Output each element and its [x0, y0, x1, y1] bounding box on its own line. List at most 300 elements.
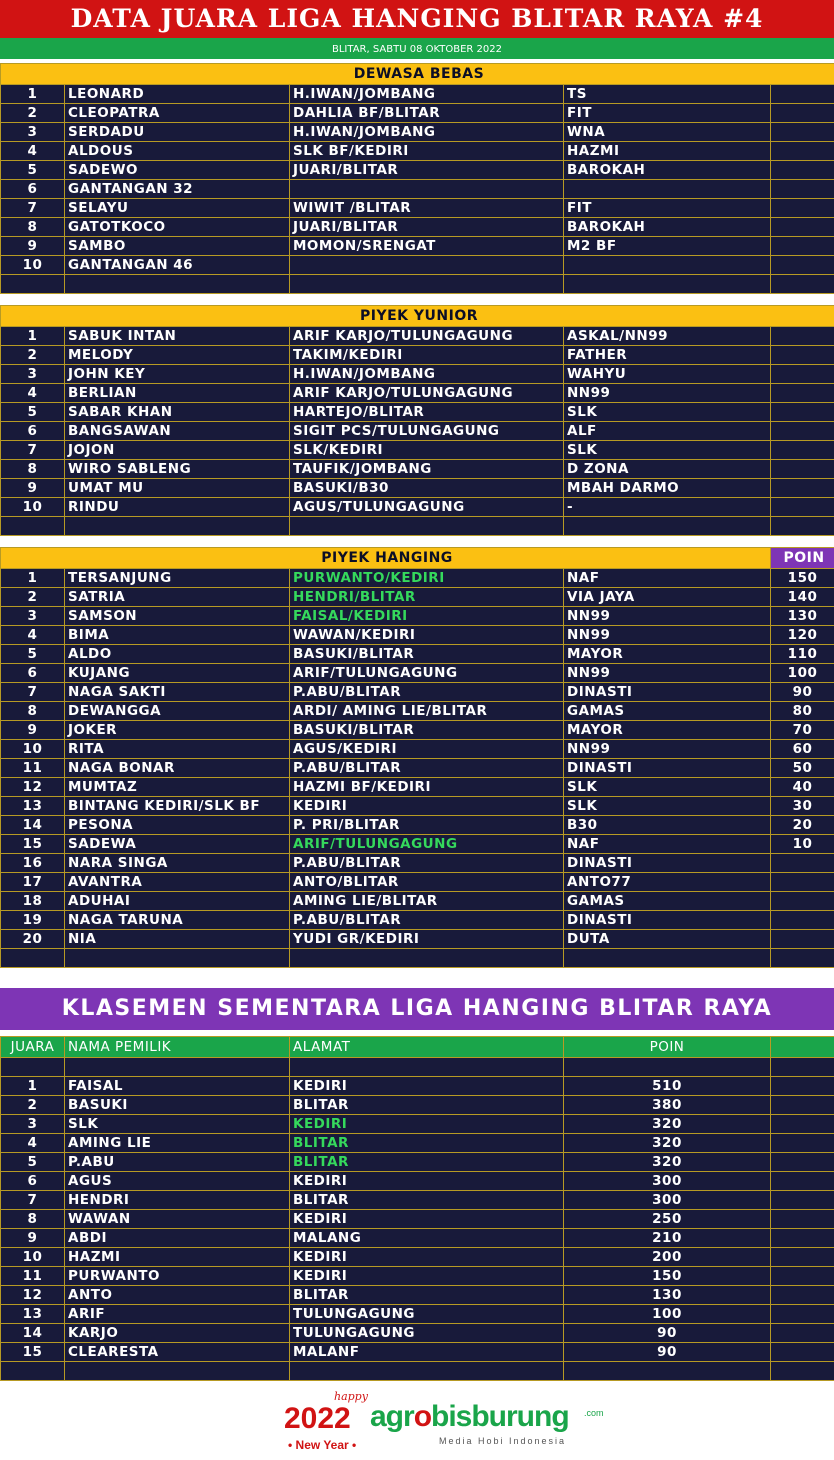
bird-name-cell: JOKER — [65, 721, 290, 740]
logo-tagline: Media Hobi Indonesia — [439, 1436, 567, 1446]
team-cell: NN99 — [564, 740, 771, 759]
team-cell: ANTO77 — [564, 873, 771, 892]
rank-cell: 20 — [1, 930, 65, 949]
table-row — [1, 816, 834, 835]
address-cell: BLITAR — [290, 1286, 564, 1305]
poin-cell: 150 — [564, 1267, 771, 1286]
owner-name-cell: KARJO — [65, 1324, 290, 1343]
bird-name-cell: RINDU — [65, 498, 290, 517]
team-cell: GAMAS — [564, 702, 771, 721]
logo-brand — [370, 1400, 569, 1434]
table-row — [1, 1077, 834, 1096]
bird-name-cell: KUJANG — [65, 664, 290, 683]
bird-name-cell: SERDADU — [65, 123, 290, 142]
poin-cell — [771, 873, 834, 892]
team-cell: NN99 — [564, 384, 771, 403]
empty-cell — [771, 142, 834, 161]
empty-cell — [771, 1191, 834, 1210]
empty-cell — [771, 346, 834, 365]
piyek-hanging-table — [0, 547, 834, 968]
empty-cell — [65, 1362, 290, 1381]
empty-cell — [290, 1058, 564, 1077]
empty-cell — [1, 517, 65, 536]
poin-cell: 100 — [564, 1305, 771, 1324]
bird-name-cell: GANTANGAN 46 — [65, 256, 290, 275]
owner-cell: BASUKI/B30 — [290, 479, 564, 498]
empty-cell — [771, 1229, 834, 1248]
poin-cell: 300 — [564, 1172, 771, 1191]
rank-cell: 11 — [1, 759, 65, 778]
rank-cell: 19 — [1, 911, 65, 930]
rank-cell: 10 — [1, 498, 65, 517]
rank-cell: 10 — [1, 256, 65, 275]
empty-cell — [771, 1210, 834, 1229]
poin-cell: 10 — [771, 835, 834, 854]
rank-cell: 6 — [1, 664, 65, 683]
poin-cell: 40 — [771, 778, 834, 797]
bird-name-cell: ALDO — [65, 645, 290, 664]
owner-cell — [290, 256, 564, 275]
empty-cell — [564, 949, 771, 968]
table-row — [1, 1210, 834, 1229]
address-cell: KEDIRI — [290, 1115, 564, 1134]
rank-cell: 1 — [1, 85, 65, 104]
team-cell: WNA — [564, 123, 771, 142]
rank-cell: 12 — [1, 778, 65, 797]
owner-name-cell: ARIF — [65, 1305, 290, 1324]
bird-name-cell: BINTANG KEDIRI/SLK BF — [65, 797, 290, 816]
empty-cell — [771, 498, 834, 517]
address-cell: KEDIRI — [290, 1077, 564, 1096]
empty-cell — [771, 256, 834, 275]
table-row — [1, 123, 834, 142]
team-cell: - — [564, 498, 771, 517]
owner-cell: FAISAL/KEDIRI — [290, 607, 564, 626]
rank-cell: 2 — [1, 346, 65, 365]
address-cell: BLITAR — [290, 1191, 564, 1210]
rank-cell: 6 — [1, 1172, 65, 1191]
poin-cell: 320 — [564, 1153, 771, 1172]
bird-name-cell: SADEWO — [65, 161, 290, 180]
poin-cell: 510 — [564, 1077, 771, 1096]
poin-header: POIN — [771, 548, 834, 569]
address-cell: MALANF — [290, 1343, 564, 1362]
empty-cell — [771, 1324, 834, 1343]
poin-cell: 130 — [771, 607, 834, 626]
owner-cell: ARIF KARJO/TULUNGAGUNG — [290, 384, 564, 403]
rank-cell: 1 — [1, 569, 65, 588]
logo-brand-o: o — [413, 1400, 432, 1433]
table-row — [1, 607, 834, 626]
table-row — [1, 569, 834, 588]
rank-cell: 2 — [1, 1096, 65, 1115]
empty-cell — [771, 1248, 834, 1267]
empty-cell — [771, 517, 834, 536]
bird-name-cell: DEWANGGA — [65, 702, 290, 721]
table-row — [1, 1096, 834, 1115]
empty-cell — [771, 161, 834, 180]
table-row — [1, 626, 834, 645]
klasemen-header-row — [1, 1037, 834, 1058]
poin-cell: 80 — [771, 702, 834, 721]
team-cell: MBAH DARMO — [564, 479, 771, 498]
rank-cell: 2 — [1, 104, 65, 123]
rank-cell: 14 — [1, 816, 65, 835]
owner-cell: ARIF KARJO/TULUNGAGUNG — [290, 327, 564, 346]
klasemen-table — [0, 1036, 834, 1381]
rank-cell: 5 — [1, 1153, 65, 1172]
team-cell: DINASTI — [564, 759, 771, 778]
owner-cell: JUARI/BLITAR — [290, 161, 564, 180]
bird-name-cell: GANTANGAN 32 — [65, 180, 290, 199]
section-title: PIYEK HANGING — [1, 548, 771, 569]
owner-cell: H.IWAN/JOMBANG — [290, 85, 564, 104]
rank-cell: 7 — [1, 1191, 65, 1210]
rank-cell: 5 — [1, 403, 65, 422]
poin-cell — [771, 854, 834, 873]
bird-name-cell: TERSANJUNG — [65, 569, 290, 588]
table-row — [1, 85, 834, 104]
empty-cell — [564, 1058, 771, 1077]
table-row — [1, 1248, 834, 1267]
table-row — [1, 498, 834, 517]
dewasa-bebas-table — [0, 63, 834, 294]
empty-cell — [771, 1096, 834, 1115]
rank-cell: 14 — [1, 1324, 65, 1343]
owner-cell: YUDI GR/KEDIRI — [290, 930, 564, 949]
address-cell: BLITAR — [290, 1096, 564, 1115]
poin-cell: 20 — [771, 816, 834, 835]
owner-name-cell: P.ABU — [65, 1153, 290, 1172]
bird-name-cell: GATOTKOCO — [65, 218, 290, 237]
poin-cell: 210 — [564, 1229, 771, 1248]
empty-cell — [771, 460, 834, 479]
rank-cell: 18 — [1, 892, 65, 911]
empty-cell — [771, 180, 834, 199]
team-cell: NAF — [564, 569, 771, 588]
poin-cell: 130 — [564, 1286, 771, 1305]
bird-name-cell: SELAYU — [65, 199, 290, 218]
owner-cell: SLK/KEDIRI — [290, 441, 564, 460]
team-cell: D ZONA — [564, 460, 771, 479]
bird-name-cell: NAGA BONAR — [65, 759, 290, 778]
empty-cell — [771, 123, 834, 142]
table-row — [1, 346, 834, 365]
bird-name-cell: NAGA TARUNA — [65, 911, 290, 930]
owner-name-cell: FAISAL — [65, 1077, 290, 1096]
section-header-hanging — [1, 548, 834, 569]
table-row — [1, 142, 834, 161]
empty-cell — [771, 1267, 834, 1286]
owner-cell: ANTO/BLITAR — [290, 873, 564, 892]
poin-cell: 250 — [564, 1210, 771, 1229]
table-row — [1, 1286, 834, 1305]
section-header-yunior — [1, 306, 834, 327]
bird-name-cell: MELODY — [65, 346, 290, 365]
header-alamat: ALAMAT — [290, 1037, 564, 1058]
poin-cell: 200 — [564, 1248, 771, 1267]
poin-cell: 320 — [564, 1134, 771, 1153]
rank-cell: 8 — [1, 1210, 65, 1229]
bird-name-cell: ALDOUS — [65, 142, 290, 161]
bird-name-cell: LEONARD — [65, 85, 290, 104]
section-header-dewasa — [1, 64, 834, 85]
bird-name-cell: NIA — [65, 930, 290, 949]
owner-cell: H.IWAN/JOMBANG — [290, 123, 564, 142]
table-row — [1, 1305, 834, 1324]
table-row — [1, 873, 834, 892]
address-cell: KEDIRI — [290, 1210, 564, 1229]
table-row — [1, 797, 834, 816]
team-cell: DUTA — [564, 930, 771, 949]
empty-cell — [771, 422, 834, 441]
poin-cell: 150 — [771, 569, 834, 588]
bird-name-cell: AVANTRA — [65, 873, 290, 892]
agrobisburung-logo — [284, 1388, 614, 1456]
empty-row — [1, 1362, 834, 1381]
table-row — [1, 1172, 834, 1191]
table-row — [1, 441, 834, 460]
empty-cell — [771, 949, 834, 968]
empty-cell — [65, 949, 290, 968]
empty-cell — [65, 517, 290, 536]
empty-row — [1, 1058, 834, 1077]
rank-cell: 3 — [1, 1115, 65, 1134]
bird-name-cell: SATRIA — [65, 588, 290, 607]
owner-cell: AMING LIE/BLITAR — [290, 892, 564, 911]
team-cell: ASKAL/NN99 — [564, 327, 771, 346]
bird-name-cell: NARA SINGA — [65, 854, 290, 873]
poin-cell — [771, 892, 834, 911]
owner-cell — [290, 180, 564, 199]
poin-cell: 100 — [771, 664, 834, 683]
empty-cell — [771, 365, 834, 384]
empty-cell — [771, 327, 834, 346]
empty-cell — [771, 85, 834, 104]
owner-cell: JUARI/BLITAR — [290, 218, 564, 237]
team-cell: M2 BF — [564, 237, 771, 256]
owner-name-cell: HAZMI — [65, 1248, 290, 1267]
rank-cell: 9 — [1, 237, 65, 256]
rank-cell: 12 — [1, 1286, 65, 1305]
empty-cell — [771, 1115, 834, 1134]
team-cell: SLK — [564, 778, 771, 797]
owner-name-cell: CLEARESTA — [65, 1343, 290, 1362]
rank-cell: 8 — [1, 702, 65, 721]
bird-name-cell: SAMSON — [65, 607, 290, 626]
rank-cell: 9 — [1, 1229, 65, 1248]
empty-cell — [771, 1077, 834, 1096]
poin-cell: 380 — [564, 1096, 771, 1115]
table-row — [1, 740, 834, 759]
table-row — [1, 237, 834, 256]
table-row — [1, 759, 834, 778]
poin-cell: 90 — [771, 683, 834, 702]
page-title: DATA JUARA LIGA HANGING BLITAR RAYA #4 — [0, 0, 834, 38]
bird-name-cell: RITA — [65, 740, 290, 759]
table-row — [1, 365, 834, 384]
header-empty — [771, 1037, 834, 1058]
table-row — [1, 911, 834, 930]
owner-name-cell: BASUKI — [65, 1096, 290, 1115]
empty-cell — [771, 1153, 834, 1172]
team-cell: FIT — [564, 104, 771, 123]
rank-cell: 13 — [1, 1305, 65, 1324]
table-row — [1, 256, 834, 275]
owner-cell: TAKIM/KEDIRI — [290, 346, 564, 365]
team-cell: NAF — [564, 835, 771, 854]
owner-cell: P. PRI/BLITAR — [290, 816, 564, 835]
table-row — [1, 1324, 834, 1343]
address-cell: KEDIRI — [290, 1172, 564, 1191]
table-row — [1, 327, 834, 346]
rank-cell: 9 — [1, 721, 65, 740]
owner-name-cell: PURWANTO — [65, 1267, 290, 1286]
section-title: DEWASA BEBAS — [1, 64, 834, 85]
table-row — [1, 683, 834, 702]
rank-cell: 8 — [1, 218, 65, 237]
poin-cell: 140 — [771, 588, 834, 607]
table-row — [1, 778, 834, 797]
rank-cell: 15 — [1, 835, 65, 854]
logo-brand-b: bisburung — [431, 1400, 569, 1433]
table-row — [1, 1153, 834, 1172]
bird-name-cell: WIRO SABLENG — [65, 460, 290, 479]
owner-cell: MOMON/SRENGAT — [290, 237, 564, 256]
table-row — [1, 384, 834, 403]
table-row — [1, 1267, 834, 1286]
bird-name-cell: ADUHAI — [65, 892, 290, 911]
owner-name-cell: AGUS — [65, 1172, 290, 1191]
team-cell: SLK — [564, 441, 771, 460]
owner-cell: ARDI/ AMING LIE/BLITAR — [290, 702, 564, 721]
table-row — [1, 1229, 834, 1248]
table-row — [1, 422, 834, 441]
klasemen-title: KLASEMEN SEMENTARA LIGA HANGING BLITAR RAYA — [0, 988, 834, 1030]
poin-cell: 90 — [564, 1343, 771, 1362]
address-cell: TULUNGAGUNG — [290, 1305, 564, 1324]
rank-cell: 13 — [1, 797, 65, 816]
empty-cell — [1, 949, 65, 968]
empty-cell — [771, 1286, 834, 1305]
table-row — [1, 645, 834, 664]
team-cell: DINASTI — [564, 911, 771, 930]
table-row — [1, 721, 834, 740]
team-cell — [564, 256, 771, 275]
empty-cell — [564, 517, 771, 536]
team-cell: BAROKAH — [564, 161, 771, 180]
address-cell: KEDIRI — [290, 1248, 564, 1267]
team-cell: VIA JAYA — [564, 588, 771, 607]
empty-cell — [65, 275, 290, 294]
rank-cell: 7 — [1, 199, 65, 218]
owner-cell: SLK BF/KEDIRI — [290, 142, 564, 161]
rank-cell: 5 — [1, 161, 65, 180]
owner-cell: AGUS/KEDIRI — [290, 740, 564, 759]
table-row — [1, 664, 834, 683]
poin-cell: 70 — [771, 721, 834, 740]
owner-cell: HENDRI/BLITAR — [290, 588, 564, 607]
rank-cell: 5 — [1, 645, 65, 664]
bird-name-cell: NAGA SAKTI — [65, 683, 290, 702]
address-cell: BLITAR — [290, 1134, 564, 1153]
table-row — [1, 854, 834, 873]
event-date: BLITAR, SABTU 08 OKTOBER 2022 — [0, 41, 834, 59]
empty-cell — [771, 1134, 834, 1153]
owner-cell: H.IWAN/JOMBANG — [290, 365, 564, 384]
rank-cell: 7 — [1, 441, 65, 460]
table-row — [1, 403, 834, 422]
rank-cell: 11 — [1, 1267, 65, 1286]
empty-cell — [1, 1058, 65, 1077]
rank-cell: 4 — [1, 142, 65, 161]
empty-cell — [290, 275, 564, 294]
poin-cell: 320 — [564, 1115, 771, 1134]
rank-cell: 3 — [1, 123, 65, 142]
logo-brand-a: agr — [370, 1400, 414, 1433]
owner-cell: HARTEJO/BLITAR — [290, 403, 564, 422]
poin-cell: 50 — [771, 759, 834, 778]
team-cell: MAYOR — [564, 645, 771, 664]
empty-cell — [771, 1362, 834, 1381]
owner-name-cell: WAWAN — [65, 1210, 290, 1229]
table-row — [1, 1115, 834, 1134]
table-row — [1, 1343, 834, 1362]
owner-cell: WAWAN/KEDIRI — [290, 626, 564, 645]
table-row — [1, 460, 834, 479]
empty-cell — [771, 275, 834, 294]
poin-cell — [771, 911, 834, 930]
rank-cell: 15 — [1, 1343, 65, 1362]
rank-cell: 4 — [1, 384, 65, 403]
owner-cell: HAZMI BF/KEDIRI — [290, 778, 564, 797]
bird-name-cell: JOJON — [65, 441, 290, 460]
owner-cell: PURWANTO/KEDIRI — [290, 569, 564, 588]
owner-cell: BASUKI/BLITAR — [290, 721, 564, 740]
empty-cell — [771, 479, 834, 498]
owner-cell: P.ABU/BLITAR — [290, 854, 564, 873]
team-cell: DINASTI — [564, 854, 771, 873]
team-cell: GAMAS — [564, 892, 771, 911]
poin-cell: 30 — [771, 797, 834, 816]
rank-cell: 4 — [1, 626, 65, 645]
poin-cell: 300 — [564, 1191, 771, 1210]
rank-cell: 1 — [1, 327, 65, 346]
rank-cell: 1 — [1, 1077, 65, 1096]
team-cell: DINASTI — [564, 683, 771, 702]
bird-name-cell: JOHN KEY — [65, 365, 290, 384]
team-cell: NN99 — [564, 664, 771, 683]
table-row — [1, 702, 834, 721]
team-cell: ALF — [564, 422, 771, 441]
owner-name-cell: ANTO — [65, 1286, 290, 1305]
table-row — [1, 835, 834, 854]
owner-cell: P.ABU/BLITAR — [290, 911, 564, 930]
empty-cell — [771, 199, 834, 218]
owner-name-cell: ABDI — [65, 1229, 290, 1248]
logo-newyear: • New Year • — [288, 1438, 357, 1452]
address-cell: BLITAR — [290, 1153, 564, 1172]
empty-cell — [65, 1058, 290, 1077]
address-cell: MALANG — [290, 1229, 564, 1248]
team-cell: BAROKAH — [564, 218, 771, 237]
empty-cell — [771, 237, 834, 256]
poin-cell: 60 — [771, 740, 834, 759]
rank-cell: 6 — [1, 422, 65, 441]
bird-name-cell: UMAT MU — [65, 479, 290, 498]
rank-cell: 10 — [1, 1248, 65, 1267]
empty-cell — [771, 403, 834, 422]
